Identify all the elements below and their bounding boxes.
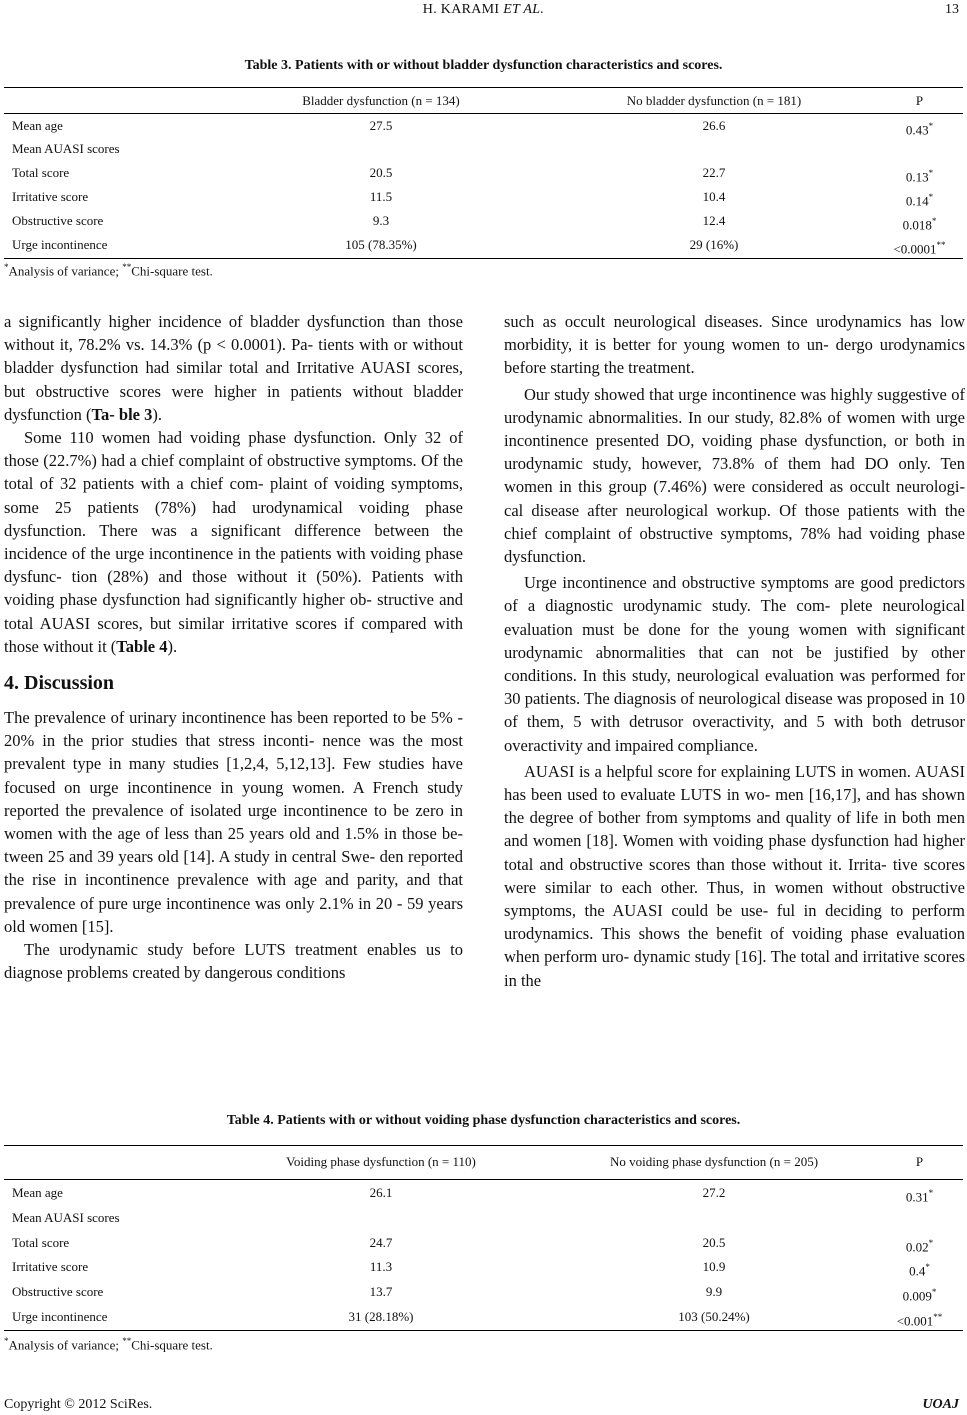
table-row <box>4 1181 963 1205</box>
cell: 20.5 <box>702 1235 726 1250</box>
cell: 9.9 <box>705 1284 723 1299</box>
cell: 26.6 <box>702 118 726 133</box>
footnote-text: Analysis of variance; <box>8 1337 123 1353</box>
table-row <box>4 185 963 209</box>
table-ref: Ta- ble 3 <box>91 404 153 424</box>
row-label: Irritative score <box>12 1259 89 1274</box>
p-value: <0.001 <box>896 1313 934 1329</box>
table3-top-rule <box>4 87 963 88</box>
row-label: Obstructive score <box>12 1284 104 1299</box>
footnote-text: Analysis of variance; <box>8 263 123 279</box>
footnote-text: Chi-square test. <box>131 263 213 279</box>
footnote-mark: ** <box>122 262 132 272</box>
table4-footnote <box>4 1336 213 1353</box>
p-value: 0.13 <box>905 169 929 185</box>
text: Some 110 women had voiding phase dysfunction. Only 32 of those (22.7%) had a chief complaint of obstructive symptoms. Of the total of 32 patients with a chief com- plaint of voiding symptoms, some 25 patients (78%) had urodynamical voiding phase dysfunction. There was a significant difference between the incidence of the urge incontinence in the patients with voiding phase dysfunc- tion (28%) and those without it (50%). Patients with voiding phase dysfunction had significantly higher ob- structive and total AUASI scores, but similar irritative scores if compared with those without it ( <box>4 428 463 656</box>
text: ). <box>152 404 162 424</box>
table4-col-header: Voiding phase dysfunction (n = 110) <box>286 1154 476 1169</box>
table4-top-rule <box>4 1145 963 1146</box>
row-label: Urge incontinence <box>12 237 108 252</box>
paragraph <box>4 426 463 658</box>
table3-caption: Table 3. Patients with or without bladder dysfunction characteristics and scores. <box>244 58 723 73</box>
p-value: 0.018 <box>902 217 932 233</box>
p-value: 0.009 <box>902 1288 932 1304</box>
footnote-mark: * <box>928 1238 934 1248</box>
row-label: Mean AUASI scores <box>12 141 120 156</box>
table4-caption: Table 4. Patients with or without voiding phase dysfunction characteristics and scores. <box>226 1113 741 1128</box>
table3-col-header: P <box>915 93 924 108</box>
text: a significantly higher incidence of bladder dysfunction than those without it, 78.2% vs. 14.3% (p < 0.0001). Pa- tients with or without bladder dysfunction had similar total and Irritative AUASI scores, but obstructive scores were higher in patients without bladder dysfunction ( <box>4 312 463 424</box>
cell: 20.5 <box>369 165 393 180</box>
row-label: Urge incontinence <box>12 1309 108 1324</box>
cell: 12.4 <box>702 213 726 228</box>
footnote-mark: * <box>4 1336 9 1346</box>
cell: 24.7 <box>369 1235 393 1250</box>
table-row <box>4 1280 963 1304</box>
table3-header-row <box>4 89 963 113</box>
p-value: 0.4 <box>909 1263 926 1279</box>
cell: 22.7 <box>702 165 726 180</box>
footnote-mark: * <box>925 1262 930 1272</box>
p-value: <0.0001 <box>893 241 937 257</box>
table-row <box>4 114 963 138</box>
table4-bottom-rule <box>4 1330 963 1331</box>
header-author: H. KARAMI <box>422 2 500 17</box>
cell: 29 (16%) <box>689 237 739 252</box>
footnote-mark: * <box>931 216 937 226</box>
footnote-text: Chi-square test. <box>131 1337 213 1353</box>
cell: 27.5 <box>369 118 393 133</box>
footnote-mark: ** <box>936 240 946 250</box>
p-value: 0.14 <box>905 193 929 209</box>
table-row <box>4 137 963 161</box>
footnote-mark: ** <box>933 1312 943 1322</box>
row-label: Total score <box>12 165 70 180</box>
cell: 11.5 <box>369 189 393 204</box>
cell: 27.2 <box>702 1185 726 1200</box>
table3-col-header: No bladder dysfunction (n = 181) <box>626 93 802 108</box>
cell: 31 (28.18%) <box>348 1309 414 1324</box>
cell: 26.1 <box>369 1185 393 1200</box>
table3-col-header: Bladder dysfunction (n = 134) <box>302 93 460 108</box>
table-row <box>4 209 963 233</box>
p-value: 0.43 <box>905 122 929 138</box>
table-row <box>4 1255 963 1279</box>
footnote-mark: * <box>4 262 9 272</box>
table4-col-header: P <box>915 1154 924 1169</box>
row-label: Total score <box>12 1235 70 1250</box>
footnote-mark: ** <box>122 1336 132 1346</box>
table-ref: Table 4 <box>116 636 168 656</box>
row-label: Obstructive score <box>12 213 104 228</box>
footnote-mark: * <box>928 168 934 178</box>
cell: 10.9 <box>702 1259 726 1274</box>
journal-abbrev: UOAJ <box>922 1397 959 1412</box>
right-column <box>504 310 965 992</box>
page-number: 13 <box>945 2 959 17</box>
table-row <box>4 1305 963 1329</box>
cell: 13.7 <box>369 1284 393 1299</box>
paragraph: Our study showed that urge incontinence was highly suggestive of urodynamic abnormalities. In our study, 82.8% of women with urge incontinence presented DO, voiding phase dysfunction, or both in urodynamic study, however, 73.8% of them had DO only. Ten women in this group (7.46%) were considered as occult neurologi- cal disease after neurological workup. Of those patients with the chief complaint of obstructive symptoms, 78% had voiding phase dysfunction. <box>504 384 965 567</box>
p-value: 0.02 <box>905 1239 929 1255</box>
paragraph: The urodynamic study before LUTS treatment enables us to diagnose problems created by dangerous conditions <box>4 940 463 983</box>
cell: 105 (78.35%) <box>345 237 417 252</box>
row-label: Mean AUASI scores <box>12 1210 120 1225</box>
paragraph: Urge incontinence and obstructive symptoms are good predictors of a diagnostic urodynamic study. The com- plete neurological evaluation must be done for the young women with significant urodynamic abnormalities that can not be justified by other conditions. In this study, neurological evaluation was performed for 30 patients. The diagnosis of neurological disease was proposed in 10 of them, 5 with detrusor overactivity, and 5 with both detrusor overactivity and impaired compliance. <box>504 573 965 755</box>
text: ). <box>167 636 178 656</box>
copyright-notice: Copyright © 2012 SciRes. <box>4 1397 153 1412</box>
p-value: 0.31 <box>905 1189 929 1205</box>
table4-header-rule <box>4 1179 963 1180</box>
cell: 103 (50.24%) <box>678 1309 750 1324</box>
running-header <box>0 2 967 18</box>
row-label: Irritative score <box>12 189 89 204</box>
footnote-mark: * <box>931 1287 937 1297</box>
cell: 11.3 <box>369 1259 393 1274</box>
paragraph <box>4 310 463 426</box>
table4-header-row <box>4 1150 963 1174</box>
footnote-mark: * <box>928 1188 934 1198</box>
table-row <box>4 1231 963 1255</box>
cell: 10.4 <box>702 189 726 204</box>
table-row <box>4 233 963 257</box>
paragraph: such as occult neurological diseases. Since urodynamics has low morbidity, it is better for young women to un- dergo urodynamics before starting the treatment. <box>504 312 965 378</box>
cell: 9.3 <box>372 213 390 228</box>
row-label: Mean age <box>12 1185 63 1200</box>
table3-bottom-rule <box>4 258 963 259</box>
footnote-mark: * <box>928 192 934 202</box>
footnote-mark: * <box>928 121 934 131</box>
section-heading: 4. Discussion <box>4 672 115 695</box>
paragraph: The prevalence of urinary incontinence has been reported to be 5% - 20% in the prior studies that stress inconti- nence was the most prevalent type in many studies [1,2,4, 5,12,13]. Few studies have focused on urge incontinence in young women. A French study reported the prevalence of isolated urge incontinence to be zero in women with the age of less than 25 years old and 1.5% in those be- tween 25 and 39 years old [14]. A study in central Swe- den reported the rise in incontinence prevalence with age and parity, and that prevalence of pure urge incontinence was only 2.1% in 20 - 59 years old women [15]. <box>4 708 463 936</box>
paragraph: AUASI is a helpful score for explaining LUTS in women. AUASI has been used to evaluate LUTS in wo- men [16,17], and has shown the degree of bother from symptoms and quality of life in both men and women [18]. Women with voiding phase dysfunction had higher total and obstructive scores than those without it. Irrita- tive scores were similar to each other. Thus, in women without obstructive symptoms, the AUASI could be use- ful in deciding to perform urodynamics. This shows the benefit of voiding phase evaluation when perform uro- dynamic study [16]. The total and irritative scores in the <box>504 761 965 990</box>
table-row <box>4 161 963 185</box>
header-etal: ET AL. <box>503 2 545 17</box>
table-row <box>4 1206 963 1230</box>
row-label: Mean age <box>12 118 63 133</box>
table3-footnote <box>4 262 213 279</box>
left-column <box>4 310 463 984</box>
table4-col-header: No voiding phase dysfunction (n = 205) <box>609 1154 819 1169</box>
